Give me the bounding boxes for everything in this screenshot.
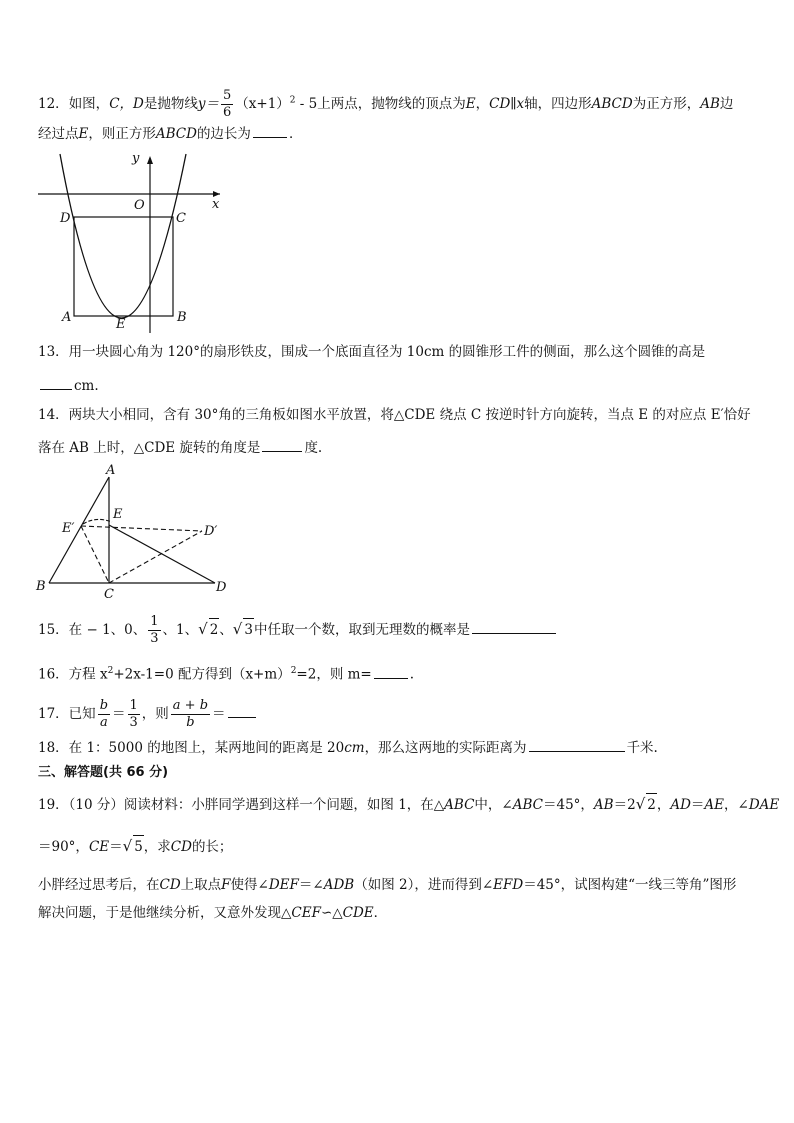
- q16-answer-blank[interactable]: [374, 663, 408, 679]
- q17-line: 17．已知 $\frac{b}{a}$ ＝ $\frac{1}{3}$ ，则 $\frac{a + b}{b}$ ＝: [38, 698, 258, 731]
- label-e: E: [113, 507, 123, 522]
- q15-line: 15．在 − 1、0、 $\frac{1}{3}$ 、1、√ 2、√ 3中任取一个数，取到无理数的概率是: [38, 614, 558, 647]
- q14-answer-blank[interactable]: [262, 436, 302, 452]
- y-axis-arrow: [147, 156, 153, 164]
- q13-answer-blank[interactable]: [40, 374, 72, 390]
- label-a: A: [62, 310, 72, 325]
- q14-line1: 14．两块大小相同，含有 30°角的三角板如图水平放置，将△CDE 绕点 C 按逆时针方向旋转，当点 E 的对应点 E′恰好: [38, 407, 751, 423]
- q12-line1: 12．如图，C，D是抛物线y＝ $\frac{5}{6}$ $(x+1)^2 - 5$上两点，抛物线的顶点为E，CD∥x轴，四边形ABCD为正方形，AB边: [38, 88, 734, 120]
- q19-line2: ＝90°，CE＝√ 5，求CD的长；: [38, 835, 232, 858]
- label-e: E: [116, 317, 126, 332]
- q16-line: 16．方程 $x^2+2x-1=0$ 配方得到$(x+m)^2=2$，则 m= .: [38, 660, 414, 686]
- segment-ab: [49, 477, 109, 583]
- label-x: x: [212, 197, 220, 212]
- label-d-prime: D′: [204, 524, 218, 539]
- q19-line3: 小胖经过思考后，在CD上取点F使得∠DEF＝∠ADB（如图 2），进而得到∠EFD＝45°，试图构建“一线三等角”图形: [38, 877, 737, 893]
- q14-line2: 落在 AB 上时，△CDE 旋转的角度是 度.: [38, 436, 322, 459]
- q13-line1: 13．用一块圆心角为 120°的扇形铁皮，围成一个底面直径为 10cm 的圆锥形工件的侧面，那么这个圆锥的高是: [38, 344, 706, 360]
- parabola-curve: [60, 154, 186, 318]
- q19-line1: 19．（10 分）阅读材料：小胖同学遇到这样一个问题，如图 1，在△ABC中，∠ABC＝45°，AB＝2√ 2，AD＝AE，∠DAE: [38, 793, 779, 816]
- dashed-cd-prime: [109, 531, 202, 583]
- q17-fraction-b-a: $\frac{b}{a}$: [99, 698, 109, 730]
- q15-answer-blank[interactable]: [472, 618, 556, 634]
- q17-fraction-1-3: $\frac{1}{3}$: [129, 698, 138, 730]
- square-abcd: [74, 217, 173, 316]
- label-o: O: [134, 198, 145, 213]
- q18-line: 18．在 1：5000 的地图上，某两地间的距离是 20cm，那么这两地的实际距离为 千米.: [38, 736, 658, 759]
- label-y: y: [132, 151, 140, 166]
- q12-line2: 经过点E，则正方形ABCD的边长为 ．: [38, 122, 302, 145]
- q17-answer-blank[interactable]: [228, 702, 256, 718]
- dashed-ce-prime: [81, 526, 109, 583]
- label-b: B: [177, 310, 187, 325]
- dashed-e-prime-d-prime: [81, 526, 202, 531]
- label-d: D: [60, 211, 71, 226]
- q13-line2: cm.: [38, 374, 99, 397]
- q12-number: 12．: [38, 96, 69, 112]
- parabola-square-figure: [30, 148, 230, 338]
- rotation-arc: [83, 519, 112, 524]
- triangle-rotation-figure: [30, 460, 240, 600]
- label-c: C: [176, 211, 186, 226]
- q12-fraction: $\frac{5}{6}$: [222, 88, 232, 120]
- q15-fraction: $\frac{1}{3}$: [150, 614, 159, 646]
- q18-answer-blank[interactable]: [529, 736, 625, 752]
- label-b: B: [36, 579, 46, 594]
- label-a: A: [106, 463, 116, 478]
- label-e-prime: E′: [62, 521, 75, 536]
- label-c: C: [104, 587, 114, 600]
- q19-line4: 解决问题，于是他继续分析，又意外发现△CEF∽△CDE．: [38, 905, 388, 921]
- q12-answer-blank[interactable]: [253, 122, 287, 138]
- q17-fraction-ab-b: $\frac{a + b}{b}$: [172, 698, 209, 730]
- label-d: D: [216, 580, 227, 595]
- section-3-title: 三、解答题(共 66 分): [38, 765, 169, 780]
